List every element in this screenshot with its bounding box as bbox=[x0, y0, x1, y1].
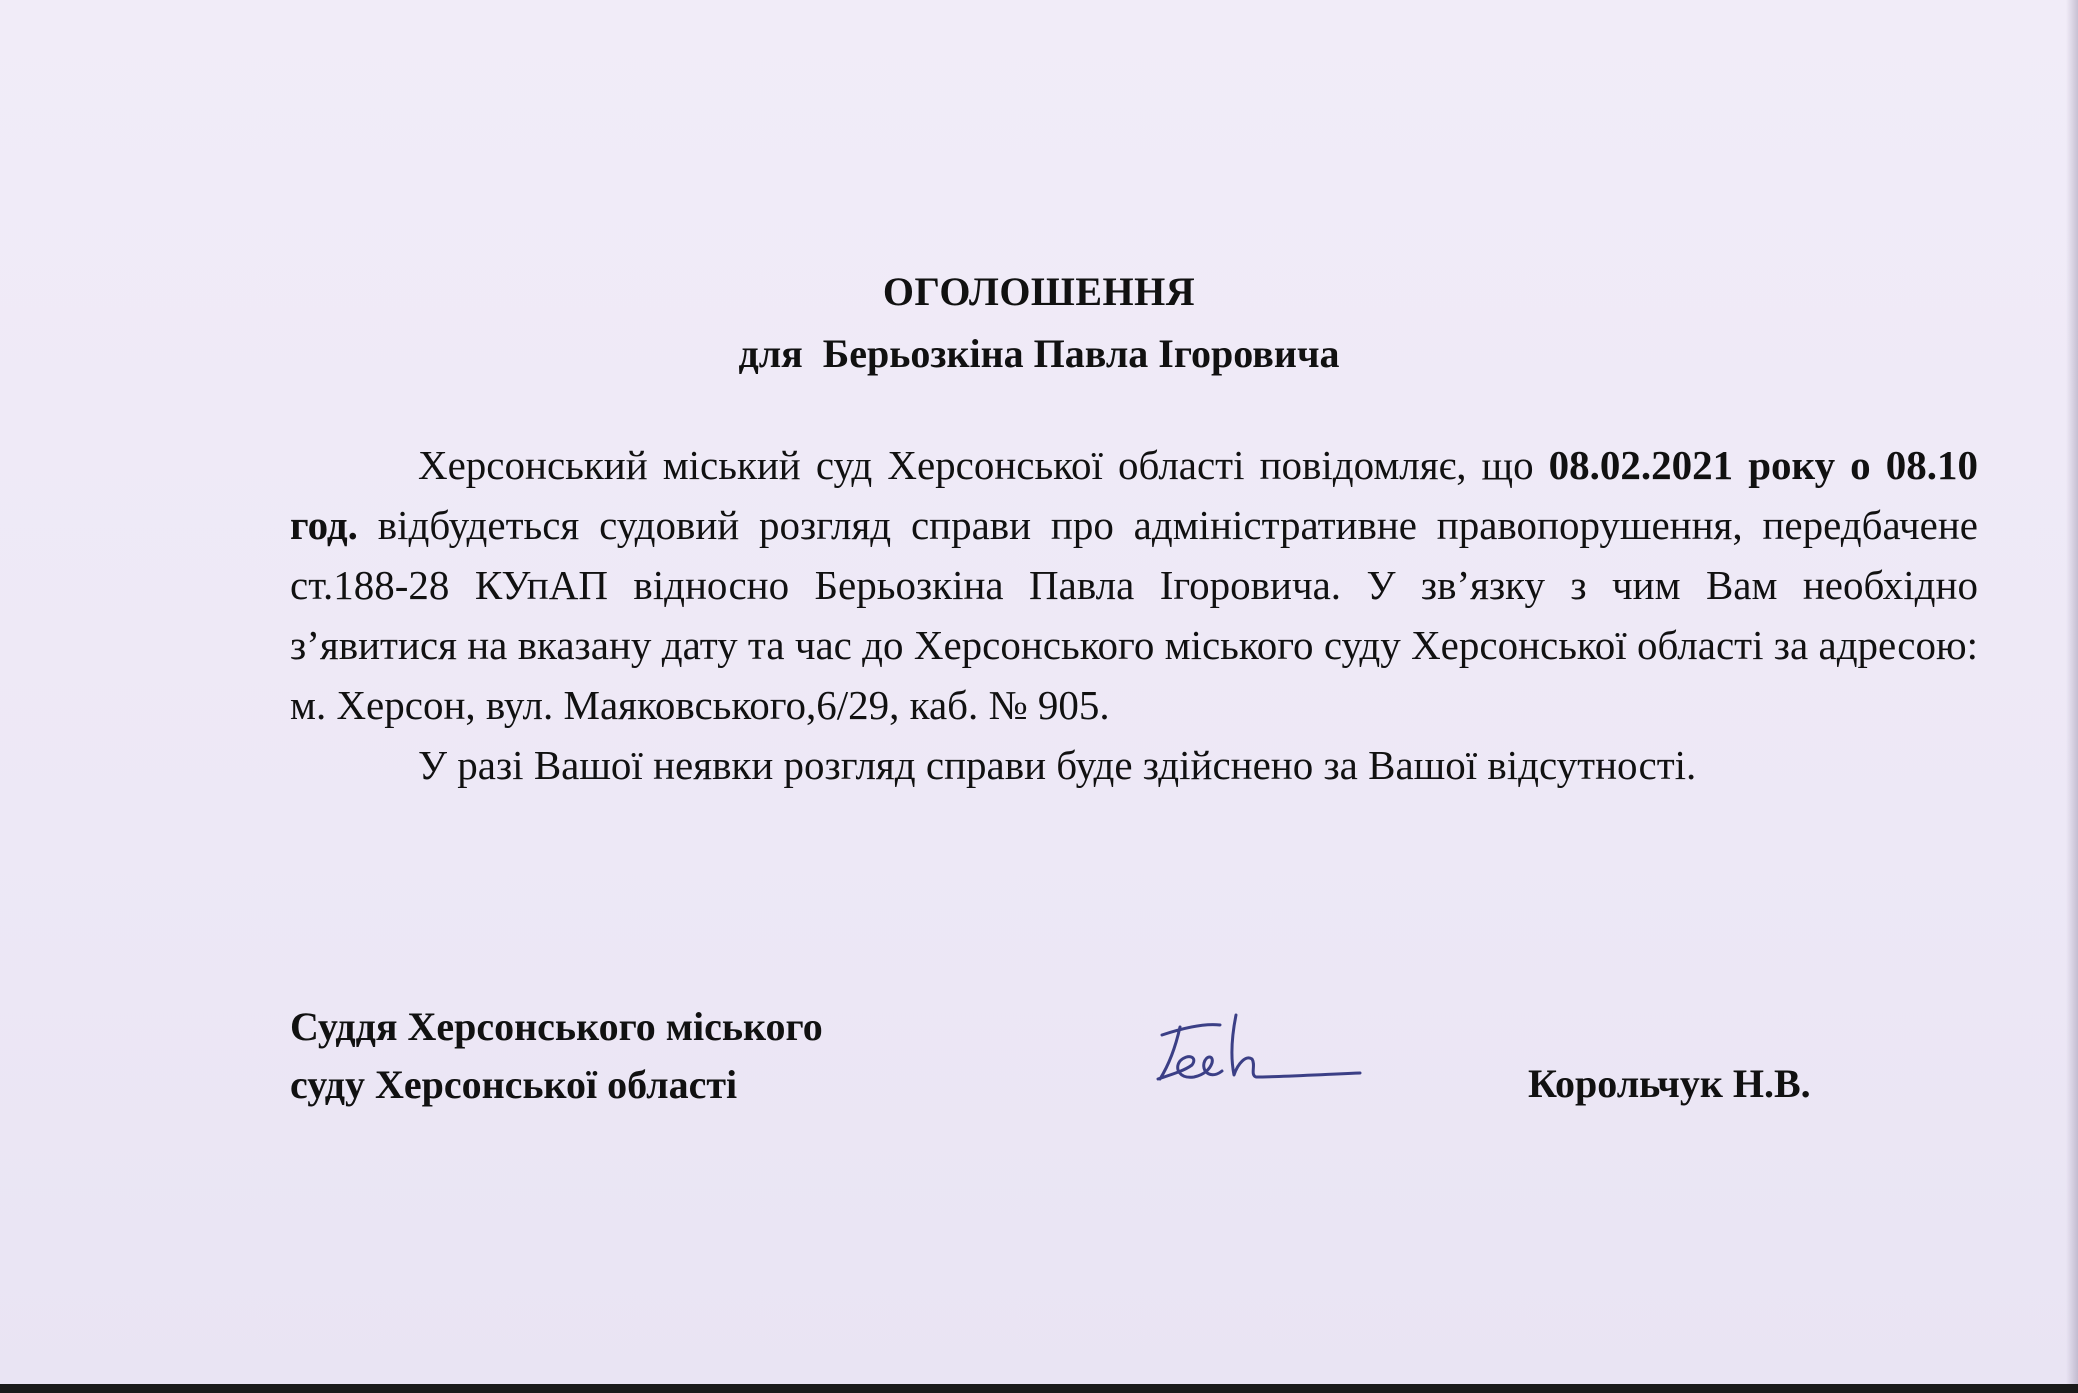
judge-position-line-1: Суддя Херсонського міського bbox=[290, 1004, 823, 1049]
judge-name: Корольчук Н.В. bbox=[1528, 1061, 1811, 1106]
judge-position-line-2: суду Херсонської області bbox=[290, 1062, 738, 1107]
hearing-datetime: 08.02.2021 року о 08.10 год. bbox=[290, 442, 1978, 548]
handwritten-signature bbox=[1140, 1005, 1380, 1105]
paper-edge-shadow bbox=[2066, 0, 2078, 1393]
judge-position bbox=[290, 998, 823, 1114]
paragraph-intro: Херсонський міський суд Херсонської області повідомляє, що bbox=[418, 442, 1549, 488]
notice-paragraph-1 bbox=[290, 435, 1978, 735]
paragraph-rest: відбудеться судовий розгляд справи про адміністративне правопорушення, передбачене ст.188-28 КУпАП відносно Берьозкіна Павла Ігоровича. У зв’язку з чим Вам необхідно з’явитися на вказану дату та час до Херсонського міського суду Херсонської області за адресою: м. Херсон, вул. Маяковського,6/29, каб. № 905. bbox=[290, 502, 1978, 728]
notice-body bbox=[290, 435, 1978, 795]
notice-paragraph-2: У разі Вашої неявки розгляд справи буде здійснено за Вашої відсутності. bbox=[418, 742, 1697, 788]
document-subtitle: для Берьозкіна Павла Ігоровича bbox=[738, 331, 1340, 376]
document-title: ОГОЛОШЕННЯ bbox=[882, 269, 1196, 314]
scan-bottom-border bbox=[0, 1384, 2078, 1393]
